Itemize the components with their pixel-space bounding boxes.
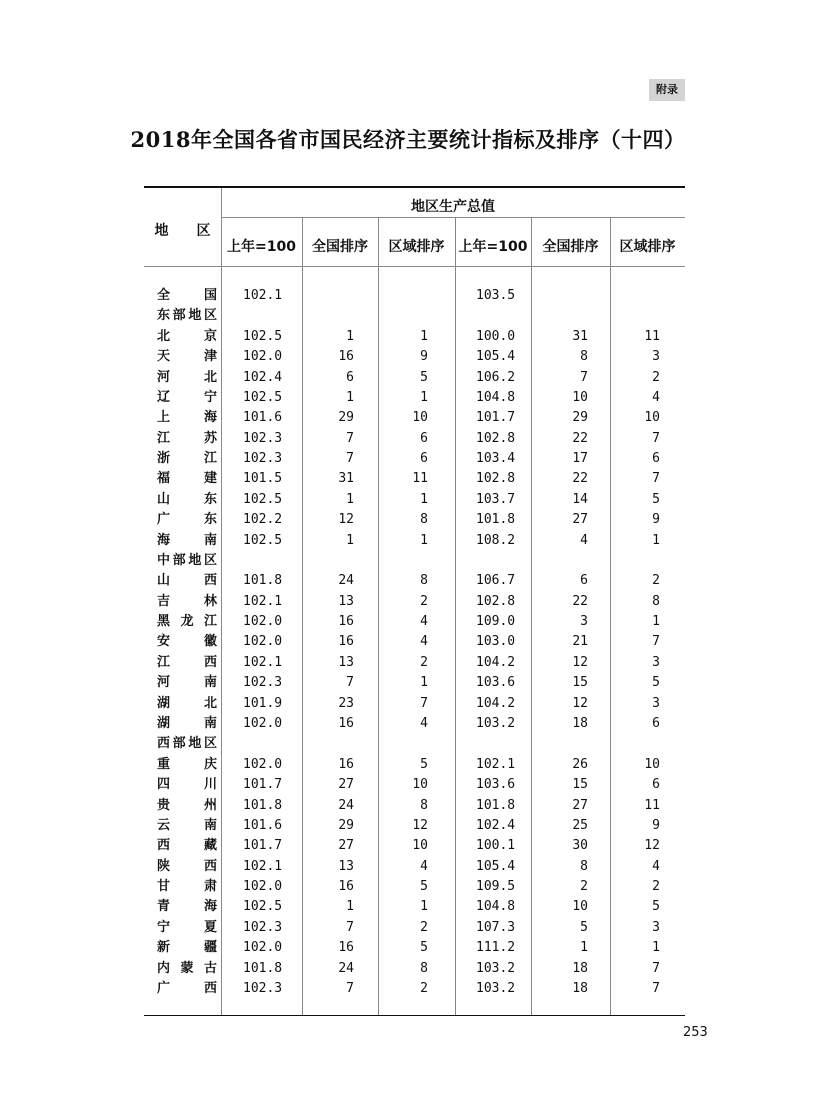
table-cell: 24 (338, 573, 354, 588)
table-cell: 5 (652, 675, 660, 690)
table-cell: 13 (338, 594, 354, 609)
table-cell: 3 (652, 920, 660, 935)
table-cell: 9 (652, 818, 660, 833)
table-cell: 8 (652, 594, 660, 609)
table-cell: 4 (420, 859, 428, 874)
table-cell: 102.5 (243, 390, 283, 405)
region-name: 河南 (157, 675, 217, 690)
table-cell: 21 (572, 634, 588, 649)
table-cell: 3 (580, 614, 588, 629)
table-cell: 102.0 (243, 614, 283, 629)
table-cell (610, 306, 660, 326)
table-cell: 5 (652, 492, 660, 507)
table-cell (302, 286, 354, 306)
table-cell: 102.5 (243, 492, 283, 507)
appendix-tag: 附录 (649, 79, 685, 101)
table-cell: 7 (652, 961, 660, 976)
table-cell: 1 (346, 492, 354, 507)
table-cell: 106.7 (476, 573, 516, 588)
table-cell: 12 (644, 838, 660, 853)
region-name: 贵州 (157, 798, 217, 813)
table-cell: 29 (338, 410, 354, 425)
table-cell: 26 (572, 757, 588, 772)
table-cell (531, 286, 588, 306)
table-cell: 101.9 (243, 696, 283, 711)
table-cell: 101.8 (243, 798, 283, 813)
region-name: 重庆 (157, 757, 217, 772)
table-cell: 2 (652, 879, 660, 894)
table-cell: 9 (420, 349, 428, 364)
table-cell: 10 (412, 777, 428, 792)
table-cell: 3 (652, 349, 660, 364)
table-cell: 31 (572, 329, 588, 344)
header-bottom-rule (144, 266, 685, 267)
header-col-6: 区域排序 (619, 239, 676, 255)
table-cell: 2 (420, 655, 428, 670)
table-cell: 16 (338, 716, 354, 731)
table-cell: 2 (420, 981, 428, 996)
table-cell (378, 734, 428, 754)
page-number: 253 (683, 1025, 708, 1040)
table-cell: 27 (338, 838, 354, 853)
table-cell: 4 (652, 390, 660, 405)
region-name: 西藏 (157, 838, 217, 853)
table-cell: 101.7 (243, 777, 283, 792)
table-cell: 102.0 (243, 634, 283, 649)
table-cell: 10 (412, 838, 428, 853)
table-cell: 101.8 (243, 961, 283, 976)
table-cell: 103.5 (476, 288, 516, 303)
table-cell: 102.8 (476, 431, 516, 446)
table-bottom-rule (144, 1015, 685, 1016)
table-cell: 8 (580, 349, 588, 364)
table-cell (243, 306, 303, 326)
table-cell (378, 286, 428, 306)
region-name: 上海 (157, 410, 217, 425)
table-cell (302, 734, 354, 754)
table-cell: 101.5 (243, 471, 283, 486)
table-cell: 10 (412, 410, 428, 425)
table-cell: 7 (346, 431, 354, 446)
table-cell: 101.6 (243, 410, 283, 425)
table-cell: 14 (572, 492, 588, 507)
region-name: 云南 (157, 818, 217, 833)
table-cell: 104.2 (476, 655, 516, 670)
table-cell: 7 (652, 431, 660, 446)
table-cell: 12 (572, 696, 588, 711)
table-cell: 5 (580, 920, 588, 935)
table-cell: 5 (420, 940, 428, 955)
region-name: 江苏 (157, 431, 217, 446)
table-cell: 1 (652, 614, 660, 629)
table-cell: 111.2 (476, 940, 516, 955)
table-cell: 6 (346, 370, 354, 385)
region-name: 北京 (157, 329, 217, 344)
table-cell: 102.3 (243, 431, 283, 446)
region-name: 陕西 (157, 859, 217, 874)
table-cell: 7 (346, 920, 354, 935)
table-cell: 102.2 (243, 512, 283, 527)
region-name: 西部地区 (157, 736, 217, 751)
table-cell: 7 (346, 675, 354, 690)
table-cell (302, 551, 354, 571)
table-cell: 5 (420, 370, 428, 385)
table-cell: 11 (644, 798, 660, 813)
region-name: 江西 (157, 655, 217, 670)
table-cell: 2 (652, 573, 660, 588)
region-name: 广东 (157, 512, 217, 527)
table-cell: 105.4 (476, 349, 516, 364)
table-cell: 1 (580, 940, 588, 955)
region-name: 广西 (157, 981, 217, 996)
region-name: 山东 (157, 492, 217, 507)
table-cell: 3 (652, 696, 660, 711)
table-cell: 6 (652, 777, 660, 792)
table-cell: 2 (652, 370, 660, 385)
table-cell: 6 (580, 573, 588, 588)
header-region: 地 区 (154, 223, 211, 239)
table-cell: 102.5 (243, 899, 283, 914)
table-cell: 15 (572, 777, 588, 792)
header-col-3: 区域排序 (388, 239, 445, 255)
table-cell: 12 (572, 655, 588, 670)
table-cell: 105.4 (476, 859, 516, 874)
table-cell: 104.2 (476, 696, 516, 711)
region-name: 天津 (157, 349, 217, 364)
table-cell: 102.8 (476, 594, 516, 609)
table-cell: 2 (420, 594, 428, 609)
table-cell: 8 (580, 859, 588, 874)
region-name: 吉林 (157, 594, 217, 609)
table-cell: 13 (338, 859, 354, 874)
table-cell: 7 (652, 981, 660, 996)
table-cell: 16 (338, 349, 354, 364)
table-cell (531, 734, 588, 754)
table-cell: 102.5 (243, 329, 283, 344)
region-name: 内蒙古 (157, 961, 217, 976)
table-cell (610, 551, 660, 571)
table-cell: 103.6 (476, 777, 516, 792)
table-cell: 10 (644, 757, 660, 772)
table-cell: 102.1 (243, 594, 283, 609)
table-cell (476, 734, 536, 754)
table-cell: 29 (572, 410, 588, 425)
table-cell: 29 (338, 818, 354, 833)
table-cell: 27 (572, 798, 588, 813)
region-name: 湖南 (157, 716, 217, 731)
table-cell: 5 (420, 757, 428, 772)
table-cell: 102.3 (243, 981, 283, 996)
table-cell (243, 734, 303, 754)
table-cell: 104.8 (476, 390, 516, 405)
region-name: 新疆 (157, 940, 217, 955)
table-cell: 108.2 (476, 533, 516, 548)
table-cell: 1 (346, 533, 354, 548)
table-cell: 31 (338, 471, 354, 486)
table-cell: 102.4 (243, 370, 283, 385)
table-cell: 1 (652, 940, 660, 955)
table-cell: 101.8 (476, 512, 516, 527)
table-cell: 109.5 (476, 879, 516, 894)
table-cell: 106.2 (476, 370, 516, 385)
table-cell: 101.6 (243, 818, 283, 833)
table-cell (476, 306, 536, 326)
table-cell: 12 (338, 512, 354, 527)
table-cell: 7 (420, 696, 428, 711)
region-name: 东部地区 (157, 308, 217, 323)
table-cell: 102.1 (243, 859, 283, 874)
table-cell: 22 (572, 594, 588, 609)
table-cell: 100.1 (476, 838, 516, 853)
table-cell (610, 286, 660, 306)
table-cell: 10 (572, 390, 588, 405)
table-cell: 102.3 (243, 675, 283, 690)
table-cell: 1 (346, 899, 354, 914)
table-cell: 102.0 (243, 349, 283, 364)
table-cell: 103.0 (476, 634, 516, 649)
table-cell: 1 (420, 533, 428, 548)
region-name: 山西 (157, 573, 217, 588)
table-cell: 11 (644, 329, 660, 344)
table-cell: 8 (420, 961, 428, 976)
header-col-5: 全国排序 (542, 239, 599, 255)
table-cell: 4 (580, 533, 588, 548)
table-cell: 4 (420, 716, 428, 731)
table-cell: 102.3 (243, 920, 283, 935)
table-cell: 101.7 (243, 838, 283, 853)
header-col-2: 全国排序 (312, 239, 368, 255)
table-cell: 16 (338, 940, 354, 955)
region-name: 中部地区 (157, 553, 217, 568)
table-cell: 1 (652, 533, 660, 548)
table-cell: 6 (652, 451, 660, 466)
table-cell: 1 (420, 390, 428, 405)
table-cell: 3 (652, 655, 660, 670)
table-cell: 102.1 (243, 655, 283, 670)
table-cell: 5 (652, 899, 660, 914)
region-name: 四川 (157, 777, 217, 792)
table-cell: 18 (572, 961, 588, 976)
table-cell (610, 734, 660, 754)
table-cell: 1 (420, 492, 428, 507)
column-divider (455, 217, 456, 1015)
table-cell: 1 (346, 390, 354, 405)
table-cell: 102.0 (243, 879, 283, 894)
table-cell: 24 (338, 961, 354, 976)
table-cell: 102.8 (476, 471, 516, 486)
table-cell (531, 551, 588, 571)
table-cell (476, 551, 536, 571)
table-top-rule (144, 186, 685, 188)
table-cell: 6 (420, 451, 428, 466)
table-cell: 103.2 (476, 961, 516, 976)
table-cell: 102.1 (243, 288, 283, 303)
table-cell: 22 (572, 471, 588, 486)
table-cell: 102.5 (243, 533, 283, 548)
header-col-4: 上年=100 (458, 239, 528, 255)
table-cell: 25 (572, 818, 588, 833)
table-cell: 103.4 (476, 451, 516, 466)
table-cell (531, 306, 588, 326)
table-cell: 2 (420, 920, 428, 935)
table-cell (378, 306, 428, 326)
table-cell: 12 (412, 818, 428, 833)
table-cell: 16 (338, 614, 354, 629)
table-cell: 102.0 (243, 716, 283, 731)
table-cell: 24 (338, 798, 354, 813)
table-cell: 103.2 (476, 981, 516, 996)
table-cell: 103.7 (476, 492, 516, 507)
table-cell: 16 (338, 879, 354, 894)
table-cell: 102.1 (476, 757, 516, 772)
table-cell: 27 (338, 777, 354, 792)
table-cell: 103.2 (476, 716, 516, 731)
region-name: 海南 (157, 533, 217, 548)
table-cell: 7 (346, 981, 354, 996)
table-cell: 6 (652, 716, 660, 731)
table-cell: 102.3 (243, 451, 283, 466)
table-cell: 4 (652, 859, 660, 874)
table-cell: 7 (346, 451, 354, 466)
table-cell: 27 (572, 512, 588, 527)
table-cell: 18 (572, 716, 588, 731)
table-cell: 101.8 (243, 573, 283, 588)
region-name: 全国 (157, 288, 217, 303)
table-cell: 11 (412, 471, 428, 486)
table-cell: 7 (580, 370, 588, 385)
region-name: 甘肃 (157, 879, 217, 894)
table-cell: 1 (420, 329, 428, 344)
table-cell (378, 551, 428, 571)
table-cell: 8 (420, 798, 428, 813)
table-cell: 102.4 (476, 818, 516, 833)
region-name: 福建 (157, 471, 217, 486)
table-cell: 17 (572, 451, 588, 466)
table-cell (302, 306, 354, 326)
table-cell: 102.0 (243, 940, 283, 955)
table-cell: 4 (420, 614, 428, 629)
table-cell: 18 (572, 981, 588, 996)
region-name: 青海 (157, 899, 217, 914)
table-cell: 1 (420, 675, 428, 690)
table-cell: 107.3 (476, 920, 516, 935)
table-cell: 100.0 (476, 329, 516, 344)
table-cell: 7 (652, 634, 660, 649)
table-cell: 8 (420, 573, 428, 588)
region-name: 辽宁 (157, 390, 217, 405)
table-cell: 9 (652, 512, 660, 527)
column-divider (221, 188, 222, 1015)
header-gdp: 地区生产总值 (411, 199, 495, 215)
table-cell: 103.6 (476, 675, 516, 690)
table-cell: 109.0 (476, 614, 516, 629)
table-cell: 1 (346, 329, 354, 344)
table-cell: 16 (338, 757, 354, 772)
table-cell: 22 (572, 431, 588, 446)
region-name: 湖北 (157, 696, 217, 711)
header-group-rule (221, 217, 685, 218)
table-cell: 30 (572, 838, 588, 853)
table-cell: 8 (420, 512, 428, 527)
table-cell: 101.7 (476, 410, 516, 425)
table-cell: 101.8 (476, 798, 516, 813)
table-cell: 10 (572, 899, 588, 914)
region-name: 黑龙江 (157, 614, 217, 629)
table-cell: 10 (644, 410, 660, 425)
table-cell: 5 (420, 879, 428, 894)
table-cell (243, 551, 303, 571)
region-name: 浙江 (157, 451, 217, 466)
table-cell: 7 (652, 471, 660, 486)
region-name: 河北 (157, 370, 217, 385)
table-cell: 2 (580, 879, 588, 894)
header-col-1: 上年=100 (227, 239, 296, 255)
table-cell: 23 (338, 696, 354, 711)
table-cell: 16 (338, 634, 354, 649)
table-cell: 102.0 (243, 757, 283, 772)
page-title: 2018年全国各省市国民经济主要统计指标及排序（十四） (130, 127, 686, 152)
table-cell: 4 (420, 634, 428, 649)
table-cell: 1 (420, 899, 428, 914)
region-name: 安徽 (157, 634, 217, 649)
region-name: 宁夏 (157, 920, 217, 935)
table-cell: 15 (572, 675, 588, 690)
table-cell: 13 (338, 655, 354, 670)
table-cell: 104.8 (476, 899, 516, 914)
table-cell: 6 (420, 431, 428, 446)
